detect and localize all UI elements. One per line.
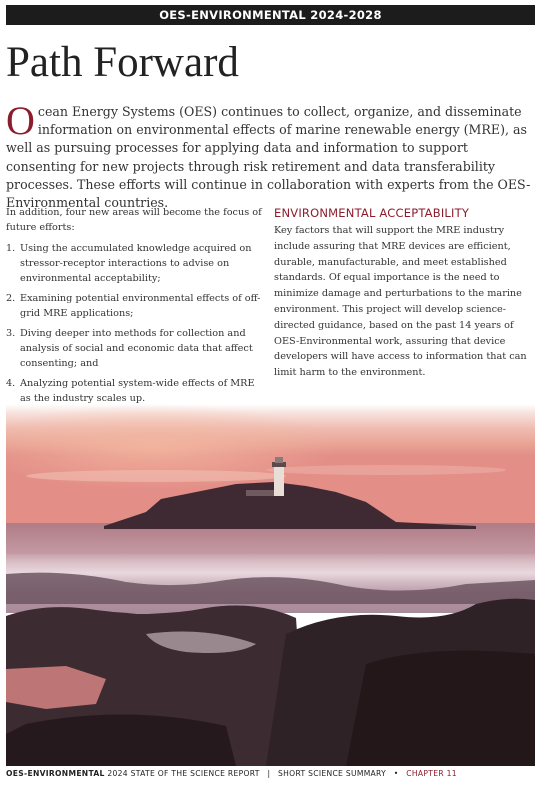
future-efforts-list xyxy=(6,241,264,406)
future-efforts-column xyxy=(6,205,264,411)
footer-divider: | xyxy=(267,769,271,778)
environmental-acceptability-section xyxy=(274,205,535,381)
list-item xyxy=(6,241,264,286)
list-item xyxy=(6,326,264,371)
page-footer xyxy=(6,769,535,778)
list-number: 1. xyxy=(6,243,16,254)
future-efforts-lead: In addition, four new areas will become the focus of future efforts: xyxy=(6,207,262,233)
footer-report: 2024 STATE OF THE SCIENCE REPORT xyxy=(107,769,260,778)
footer-chapter: CHAPTER 11 xyxy=(406,769,457,778)
list-number: 3. xyxy=(6,328,16,339)
list-item-text: Examining potential environmental effects of off-grid MRE applications; xyxy=(20,293,261,319)
lighthouse-sunset-photo xyxy=(6,404,535,766)
intro-text: cean Energy Systems (OES) continues to collect, organize, and disseminate information on environmental effects of marine renewable energy (MRE), as well as pursuing processes for applying data and information to support consenting for new projects through risk retirement and data transferability processes. These efforts will continue in collaboration with experts from the OES-Environmental countries. xyxy=(6,104,531,211)
running-header: OES-ENVIRONMENTAL 2024-2028 xyxy=(6,5,535,25)
footer-summary: SHORT SCIENCE SUMMARY xyxy=(278,769,387,778)
footer-org: OES-ENVIRONMENTAL xyxy=(6,769,105,778)
list-item-text: Analyzing potential system-wide effects of MRE as the industry scales up. xyxy=(20,378,255,404)
list-item-text: Using the accumulated knowledge acquired on stressor-receptor interactions to advise on environmental acceptability; xyxy=(20,243,252,284)
intro-paragraph xyxy=(6,98,535,212)
list-item xyxy=(6,291,264,321)
drop-cap: O xyxy=(6,98,35,143)
section-heading: ENVIRONMENTAL ACCEPTABILITY xyxy=(274,206,470,220)
list-number: 4. xyxy=(6,378,16,389)
list-number: 2. xyxy=(6,293,16,304)
list-item-text: Diving deeper into methods for collection and analysis of social and economic data that affect consenting; and xyxy=(20,328,253,369)
list-item xyxy=(6,376,264,406)
footer-bullet: • xyxy=(393,769,399,778)
section-body: Key factors that will support the MRE industry include assuring that MRE devices are efficient, durable, manufacturable, and meet established standards. Of equal importance is the need to minimize damage and perturbations to the marine environment. This project will develop science-directed guidance, based on the past 14 years of OES-Environmental work, assuring that device developers will have access to information that can limit harm to the environment. xyxy=(274,225,527,379)
page-title: Path Forward xyxy=(6,39,239,86)
